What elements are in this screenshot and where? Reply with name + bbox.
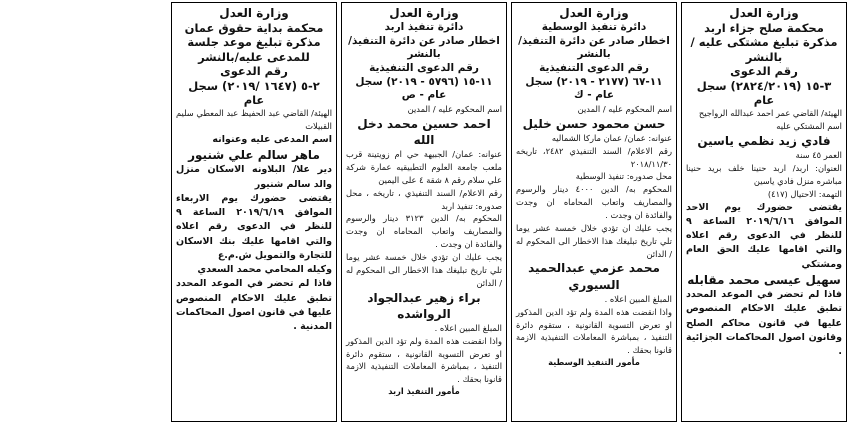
amount: المحكوم به/ الدين ٣١٢٣ دينار والرسوم والمصاريف واتعاب المحاماه ان وجدت والفائدة ان وجدت .: [346, 213, 502, 250]
case-number: ٣-١٥ (٢٨٢٤/٢٠١٩) سجل عام: [696, 78, 832, 107]
case-label: رقم الدعوى: [220, 64, 288, 79]
issuer: محل صدوره: تنفيذ الوسطية: [575, 171, 672, 182]
complainant-label: اسم المشتكي عليه: [776, 121, 842, 132]
panel: الهيئة/ القاضي عمر احمد عبدالله الرواجيح: [698, 108, 842, 119]
ministry-title: وزارة العدل: [219, 6, 289, 20]
case-label: رقم الدعوى التنفيذية: [369, 61, 479, 74]
case-label: رقم الدعوى التنفيذية: [539, 61, 649, 74]
debtor-name: احمد حسين محمد دخل الله: [357, 116, 491, 147]
age: العمر ٤٥ سنة: [795, 150, 842, 161]
debtor-label: اسم المحكوم عليه / المدين: [577, 103, 672, 114]
notice-body: يقتضى حضورك يوم الاربعاء الموافق ٢٠١٩/٦/١٩ الساعة ٩ للنظر في الدعوى رقم اعلاه والتي اقامها عليك بنك الاسكان للتجارة والتمويل ش.م.ع: [176, 192, 332, 261]
notice-col-1: [681, 2, 847, 422]
court-name: دائرة تنفيذ الوسطية: [541, 21, 647, 33]
notice-col-2: [511, 2, 677, 422]
defendant-label: اسم المدعى عليه وعنوانه: [212, 133, 332, 145]
defendant-name: ماهر سالم علي شنيور: [188, 148, 320, 163]
notice-type: مذكرة تبليغ مشتكى عليه / بالنشر: [690, 35, 838, 64]
closing-text: واذا انقضت هذه المدة ولم تؤد الدين المذكور او تعرض التسوية القانونية ، ستقوم دائرة التنفيذ ، بمباشرة المعاملات التنفيذية الازمة قانونا بحقك .: [516, 306, 672, 356]
closing-text: واذا انقضت هذه المدة ولم تؤد الدين المذكور او تعرض التسوية القانونية ، ستقوم دائرة التنفيذ ، بمباشرة المعاملات التنفيذية الازمة قانونا بحقك .: [346, 335, 502, 385]
debtor-name: حسن محمود حسن خليل: [522, 116, 666, 131]
defendant-name: فادي زيد نظمي ياسين: [697, 133, 831, 148]
amount: المحكوم به/ الدين ٤٠٠٠ دينار والرسوم والمصاريف واتعاب المحاماه ان وجدت والفائدة ان وجدت .: [516, 184, 672, 221]
case-number: ٢-٥ (١٦٤٧ /٢٠١٩) سجل عام: [188, 78, 320, 107]
case-number: ١١-١٥ (٥٧٩٦ - ٢٠١٩) سجل عام - ص: [355, 75, 493, 102]
ministry-title: وزارة العدل: [389, 6, 459, 20]
court-name: محكمة بداية حقوق عمان: [184, 21, 324, 35]
closing-text: فاذا لم تحضر في الموعد المحدد تطبق عليك الاحكام المنصوص عليها في قانون محاكم الصلح وقانون اصول المحاكمات الجزائية .: [686, 289, 842, 358]
notice-body: يقتضى حضورك يوم الاحد الموافق ٢٠١٩/٦/١٦ الساعة ٩ للنظر في الدعوى رقم اعلاه والتي اقامها عليك الحق العام ومشتكي: [686, 201, 842, 270]
notice-type: اخطار صادر عن دائرة التنفيذ/بالنشر: [518, 34, 670, 61]
signature: مأمور التنفيذ الوسطية: [548, 357, 640, 368]
case-label: رقم الدعوى: [730, 64, 798, 79]
amount-note: المبلغ المبين اعلاه .: [604, 293, 672, 304]
court-name: دائرة تنفيذ اربد: [384, 21, 464, 33]
address: العنوان: اربد/ اربد حنينا خلف بريد حنينا مباشره منزل فادي ياسين: [686, 163, 842, 186]
notice-col-4: [171, 2, 337, 422]
reference: رقم الاعلام/ السند التنفيذي ، تاريخه ، محل صدوره: تنفيذ اربد: [346, 187, 502, 211]
debtor-label: اسم المحكوم عليه / المدين: [407, 103, 502, 114]
notice-body: يجب عليك ان تؤدي خلال خمسة عشر يوما تلي تاريخ تبليغك هذا الاخطار الى المحكوم له / الدائن: [516, 222, 672, 259]
notice-col-3: [341, 2, 507, 422]
reference: رقم الاعلام/ السند التنفيذي ٢٤٨٢، تاريخه ٢٠١٨/١١/٣٠: [516, 145, 672, 169]
address: عنوانه: عمان/ عمان ماركا الشماليه: [551, 132, 672, 143]
notice-type: مذكرة تبليغ موعد جلسة للمدعى عليه/بالنشر: [187, 35, 321, 64]
case-number: ١١-٦٧ (٢١٧٧ - ٢٠١٩) سجل عام - ك: [525, 75, 663, 102]
closing-text: فاذا لم تحضر في الموعد المحدد تطبق عليك الاحكام المنصوص عليها في قانون اصول المحاكمات المدنية .: [176, 278, 332, 333]
charge: التهمة: الاحتيال (٤١٧): [767, 188, 842, 199]
address: دير علا/ البلاونه الاسكان منزل والد سالم شنيور: [176, 164, 332, 190]
notice-type: اخطار صادر عن دائرة التنفيذ/بالنشر: [348, 34, 500, 61]
ministry-title: وزارة العدل: [729, 6, 799, 20]
notice-body: يجب عليك ان تؤدي خلال خمسة عشر يوما تلي تاريخ تبليغك هذا الاخطار الى المحكوم له / الدائن: [346, 251, 502, 288]
court-name: محكمة صلح جزاء اربد: [704, 21, 824, 35]
plaintiff-name: سهيل عيسى محمد مقابله: [687, 272, 841, 287]
panel: الهيئة/ القاضي عبد الحفيظ عبد المعطي سليم القبيلات: [176, 108, 332, 132]
creditor-name: محمد عزمي عبدالحميد السيوري: [528, 261, 660, 292]
creditor-name: براء زهير عبدالجواد الرواشده: [367, 290, 481, 321]
amount-note: المبلغ المبين اعلاه .: [434, 322, 502, 333]
lawyer: وكيله المحامي محمد السعدي: [197, 264, 332, 276]
address: عنوانه: عمان/ الجبيهة حي ام زويتينة قرب ملعب جامعة العلوم التطبيقيه عمارة شركة علي سلام رقم ٨ شقة ٤ على اليمين: [346, 149, 502, 185]
ministry-title: وزارة العدل: [559, 6, 629, 20]
signature: مأمور التنفيذ اربد: [388, 386, 460, 397]
